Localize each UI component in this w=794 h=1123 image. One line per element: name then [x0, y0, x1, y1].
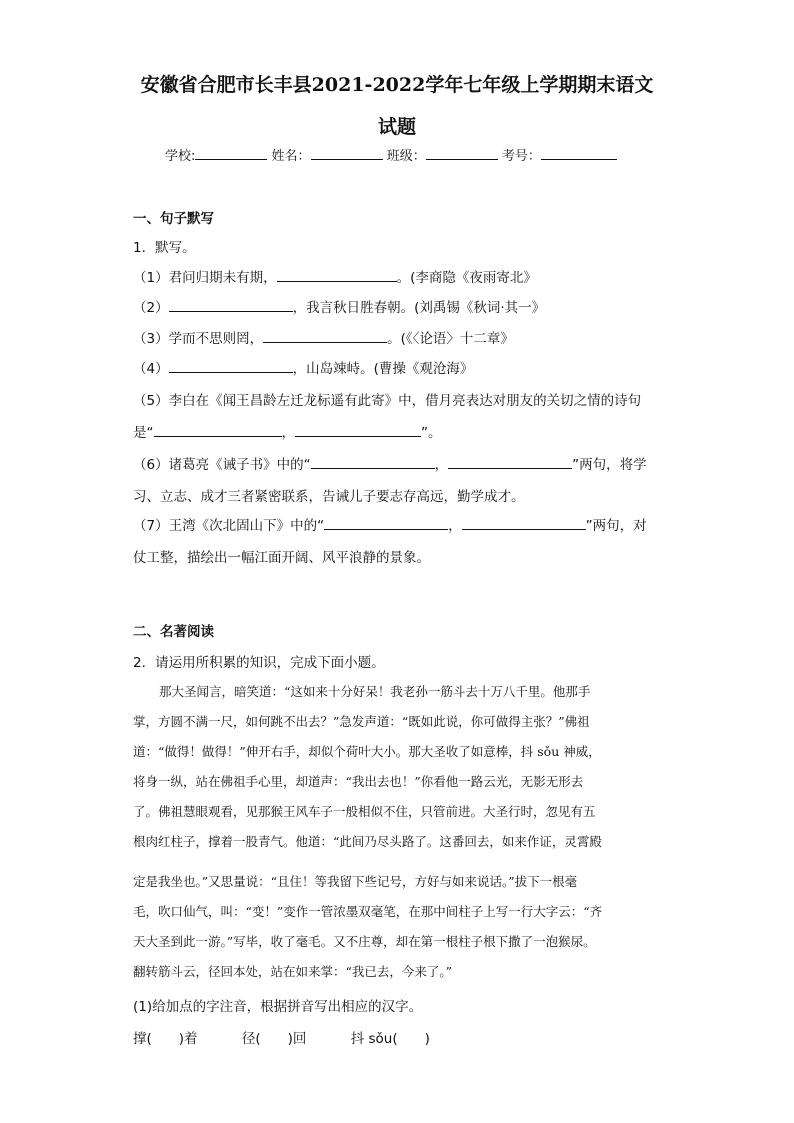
class-label: 班级：: [386, 149, 426, 164]
item-7-pre: （7）王湾《次北固山下》中的“: [133, 518, 325, 534]
item-1-pre: （1）君问归期未有期，: [133, 270, 277, 286]
item-5-line2: [133, 421, 442, 441]
item-6-mid: ，: [434, 457, 449, 473]
item-3: [133, 327, 514, 347]
item-1-post: 。(李商隐《夜雨寄北》: [396, 270, 537, 286]
name-blank: [311, 146, 383, 160]
number-label: 考号：: [501, 149, 541, 164]
passage-line: 定是我坐也。”又思量说：“且住！等我留下些记号，方好与如来说话。”拔下一根毫: [133, 874, 578, 889]
section2-heading: 二、名著阅读: [133, 624, 214, 640]
item-2-post: ，我言秋日胜春朝。(刘禹锡《秋词·其一》: [292, 300, 546, 316]
item-5-mid: ，: [281, 425, 295, 441]
item-7-blank-a: [324, 516, 448, 530]
item-7-mid: ，: [448, 518, 462, 534]
item-6-line2: 习、立志、成才三者紧密联系，告诫儿子要志存高远，勤学成才。: [133, 489, 525, 505]
class-blank: [426, 146, 498, 160]
item-7-line2: 仗工整，描绘出一幅江面开阔、风平浪静的景象。: [133, 550, 430, 566]
item-6-post: ”两句，将学: [572, 457, 647, 473]
item-2-pre: （2）: [133, 300, 169, 316]
passage-line: 掌，方圆不满一尺，如何跳不出去？”急发声道：“既如此说，你可做得主张？”佛祖: [133, 714, 590, 729]
item-4-post: ，山岛竦峙。(曹操《观沧海》: [292, 361, 474, 377]
item-7-blank-b: [462, 516, 586, 530]
exam-title-line1: 安徽省合肥市长丰县2021-2022学年七年级上学期期末语文: [140, 74, 654, 96]
student-info-row: [165, 145, 617, 164]
number-blank: [541, 146, 617, 160]
item-7-post: ”两句，对: [585, 518, 647, 534]
item-3-pre: （3）学而不思则罔，: [133, 331, 264, 347]
item-6-pre: （6）诸葛亮《诫子书》中的“: [133, 457, 311, 473]
item-6-blank-b: [448, 455, 572, 469]
pinyin-item: 抖 sǒu( ): [350, 1031, 430, 1047]
school-blank: [195, 146, 267, 160]
subquestion-1: (1)给加点的字注音，根据拼音写出相应的汉字。: [133, 999, 423, 1015]
item-2-blank: [169, 298, 293, 312]
passage-line: 道：“做得！做得！”伸开右手，却似个荷叶大小。那大圣收了如意棒，抖 sǒu 神威，: [133, 744, 601, 759]
section1-heading: 一、句子默写: [133, 211, 214, 227]
pinyin-answer-row: [133, 1027, 470, 1047]
item-4-pre: （4）: [133, 361, 169, 377]
item-2: [133, 296, 545, 316]
item-5-post: ”。: [421, 425, 442, 441]
exam-title-line2: 试题: [377, 116, 416, 138]
passage-line: 那大圣闻言，暗笑道：“这如来十分好呆！我老孙一筋斗去十万八千里。他那手: [159, 684, 591, 699]
passage-line: 天大圣到此一游。”写毕，收了毫毛。又不庄尊，却在第一根柱子根下撒了一泡猴尿。: [133, 934, 596, 949]
item-7-line1: [133, 514, 647, 534]
name-label: 姓名：: [271, 149, 311, 164]
item-5-blank-a: [154, 423, 282, 437]
pinyin-item: 撑( )着: [133, 1031, 198, 1047]
item-1-blank: [277, 268, 397, 282]
item-5-pre: 是“: [133, 425, 154, 441]
item-4-blank: [169, 359, 293, 373]
item-1: [133, 266, 537, 286]
question2-stem: 2．请运用所积累的知识，完成下面小题。: [133, 655, 385, 671]
item-6-blank-a: [311, 455, 435, 469]
item-5-blank-b: [295, 423, 421, 437]
pinyin-item: 径( )回: [241, 1031, 307, 1047]
passage-line: 翻转筋斗云，径回本处，站在如来掌：“我已去，今来了。”: [133, 964, 453, 979]
item-6-line1: [133, 453, 647, 473]
item-3-post: 。(《〈论语〉十二章》: [387, 331, 514, 347]
passage-line: 了。佛祖慧眼观看，见那猴王风车子一般相似不住，只管前进。大圣行时，忽见有五: [133, 804, 596, 819]
passage-line: 将身一纵，站在佛祖手心里，却道声：“我出去也！”你看他一路云光，无影无形去: [133, 774, 584, 789]
item-3-blank: [263, 329, 387, 343]
school-label: 学校:: [165, 149, 196, 164]
passage-line: 根肉红柱子，撑着一股青气。他道：“此间乃尽头路了。这番回去，如来作证，灵霄殿: [133, 834, 602, 849]
passage-line: 毛，吹口仙气，叫：“变！”变作一管浓墨双毫笔，在那中间柱子上写一行大字云：“齐: [133, 904, 603, 919]
item-5-line1: （5）李白在《闻王昌龄左迁龙标遥有此寄》中，借月亮表达对朋友的关切之情的诗句: [133, 393, 642, 409]
item-4: [133, 357, 473, 377]
question1-stem: 1．默写。: [133, 240, 196, 256]
